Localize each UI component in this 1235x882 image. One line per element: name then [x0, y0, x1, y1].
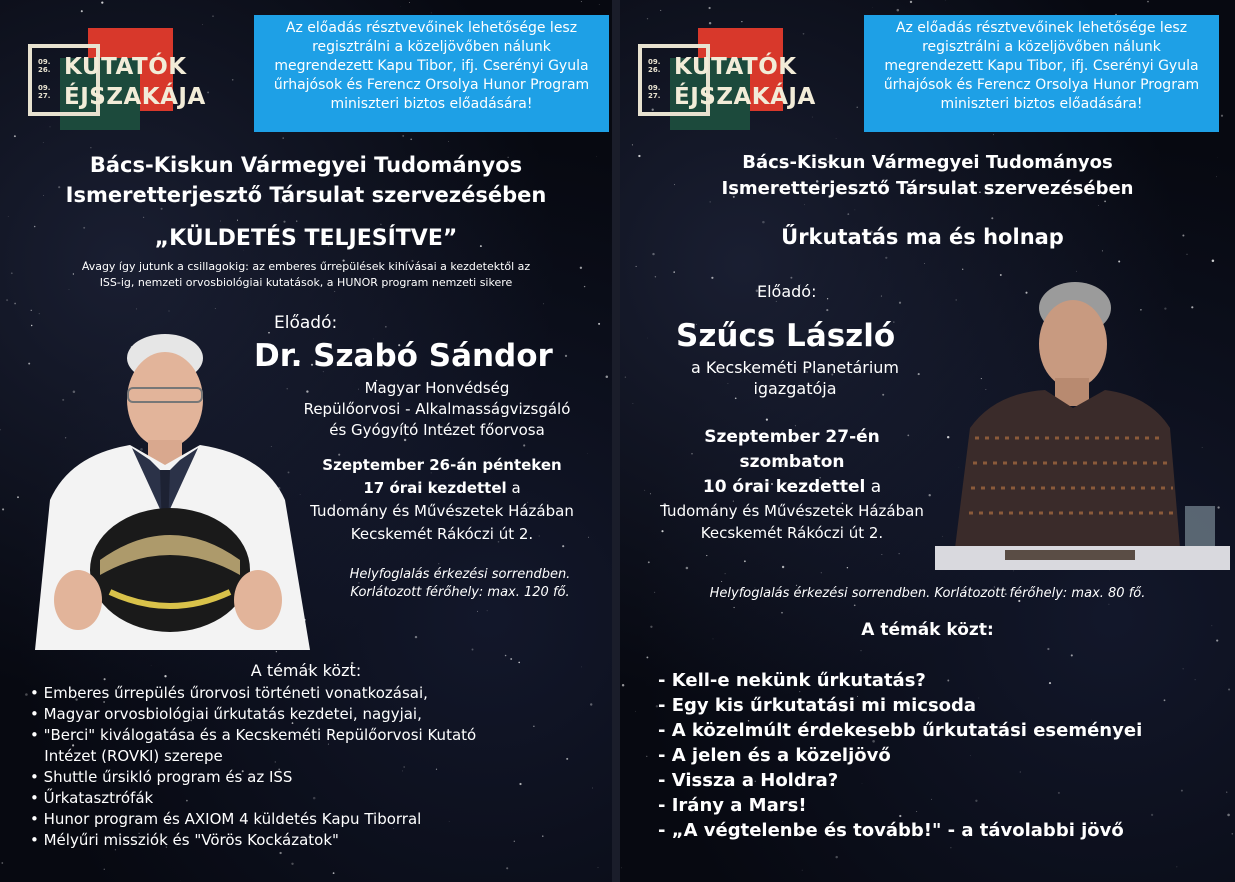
notice-box: Az előadás résztvevőinek lehetősége lesz regisztrálni a közeljövőben nálunk megrendezett Kapu Tibor, ifj. Cserényi Gyula űrhajósok és Ferencz Orsolya Hunor Program miniszteri biztos előadására! [864, 15, 1219, 132]
topic-item: - A közelmúlt érdekesebb űrkutatási eseményei [658, 720, 1143, 741]
topic-item: Intézet (ROVKI) szerepe [30, 747, 223, 765]
topics-label: A témák közt: [250, 661, 362, 680]
topic-item: - Vissza a Holdra? [658, 770, 839, 791]
event-time-place: Szeptember 27-én szombaton 10 órai kezdettel a Tudomány és Művészetek Házában Kecskemét Rákóczi út 2. [660, 427, 924, 542]
notice-box: Az előadás résztvevőinek lehetősége lesz regisztrálni a közeljövőben nálunk megrendezett Kapu Tibor, ifj. Cserényi Gyula űrhajósok és Ferencz Orsolya Hunor Program miniszteri biztos előadására! [254, 15, 609, 132]
topic-item: - Egy kis űrkutatási mi micsoda [658, 695, 977, 716]
speaker-photo [935, 278, 1230, 570]
topic-item: • Shuttle űrsikló program és az ISS [30, 768, 293, 786]
topic-item: - Kell-e nekünk űrkutatás? [658, 670, 926, 691]
kutatok-ejszakaja-logo: 09. 26. 09. 27. KUTATÓK ÉJSZAKÁJA [28, 28, 233, 133]
speaker-label: Előadó: [274, 313, 338, 333]
speaker-label: Előadó: [757, 282, 817, 301]
topic-item: • Mélyűri missziók és "Vörös Kockázatok" [30, 831, 339, 849]
speaker-photo [20, 330, 320, 650]
topic-item: • Magyar orvosbiológiai űrkutatás kezdetei, nagyjai, [30, 705, 422, 723]
speaker-role: Magyar Honvédség Repülőorvosi - Alkalmasságvizsgáló és Gyógyító Intézet főorvosa [303, 379, 571, 439]
topic-item: - „A végtelenbe és tovább!" - a távolabbi jövő [658, 820, 1124, 841]
topic-item: • "Berci" kiválogatása és a Kecskeméti Repülőorvosi Kutató [30, 726, 477, 744]
topics-list [30, 683, 476, 851]
organizer: Bács-Kiskun Vármegyei Tudományos Ismeretterjesztő Társulat szervezésében [65, 153, 547, 207]
topic-item: - Irány a Mars! [658, 795, 807, 816]
left-poster [0, 0, 612, 882]
lecture-subtitle: Avagy így jutunk a csillagokig: az emberes űrrepülések kihívásai a kezdetektől az ISS-ig, nemzeti orvosbiológiai kutatások, a HUNOR program nemzeti sikere [81, 260, 531, 289]
topic-item: • Űrkatasztrófák [30, 789, 154, 807]
booking-info: Helyfoglalás érkezési sorrendben. Korlátozott férőhely: max. 80 fő. [709, 586, 1146, 601]
booking-info: Helyfoglalás érkezési sorrendben. Korlátozott férőhely: max. 120 fő. [349, 567, 571, 600]
kutatok-ejszakaja-logo: 09. 26. 09. 27. KUTATÓK ÉJSZAKÁJA [638, 28, 843, 133]
organizer: Bács-Kiskun Vármegyei Tudományos Ismeretterjesztő Társulat szervezésében [721, 152, 1134, 199]
lecture-title: „KÜLDETÉS TELJESÍTVE” [154, 226, 458, 251]
event-time-place: Szeptember 26-án pénteken 17 órai kezdettel a Tudomány és Művészetek Házában Kecskemét Rákóczi út 2. [310, 456, 574, 543]
lecture-title: Űrkutatás ma és holnap [781, 225, 1064, 249]
topics-label: A témák közt: [861, 620, 994, 640]
speaker-role: a Kecskeméti Planetárium igazgatója [690, 358, 900, 398]
speaker-name: Szűcs László [676, 318, 896, 354]
speaker-name: Dr. Szabó Sándor [254, 338, 553, 374]
topic-item: - A jelen és a közeljövő [658, 745, 891, 766]
topics-list [658, 668, 1142, 843]
topic-item: • Emberes űrrepülés űrorvosi történeti vonatkozásai, [30, 684, 428, 702]
topic-item: • Hunor program és AXIOM 4 küldetés Kapu Tiborral [30, 810, 422, 828]
poster-divider [612, 0, 620, 882]
